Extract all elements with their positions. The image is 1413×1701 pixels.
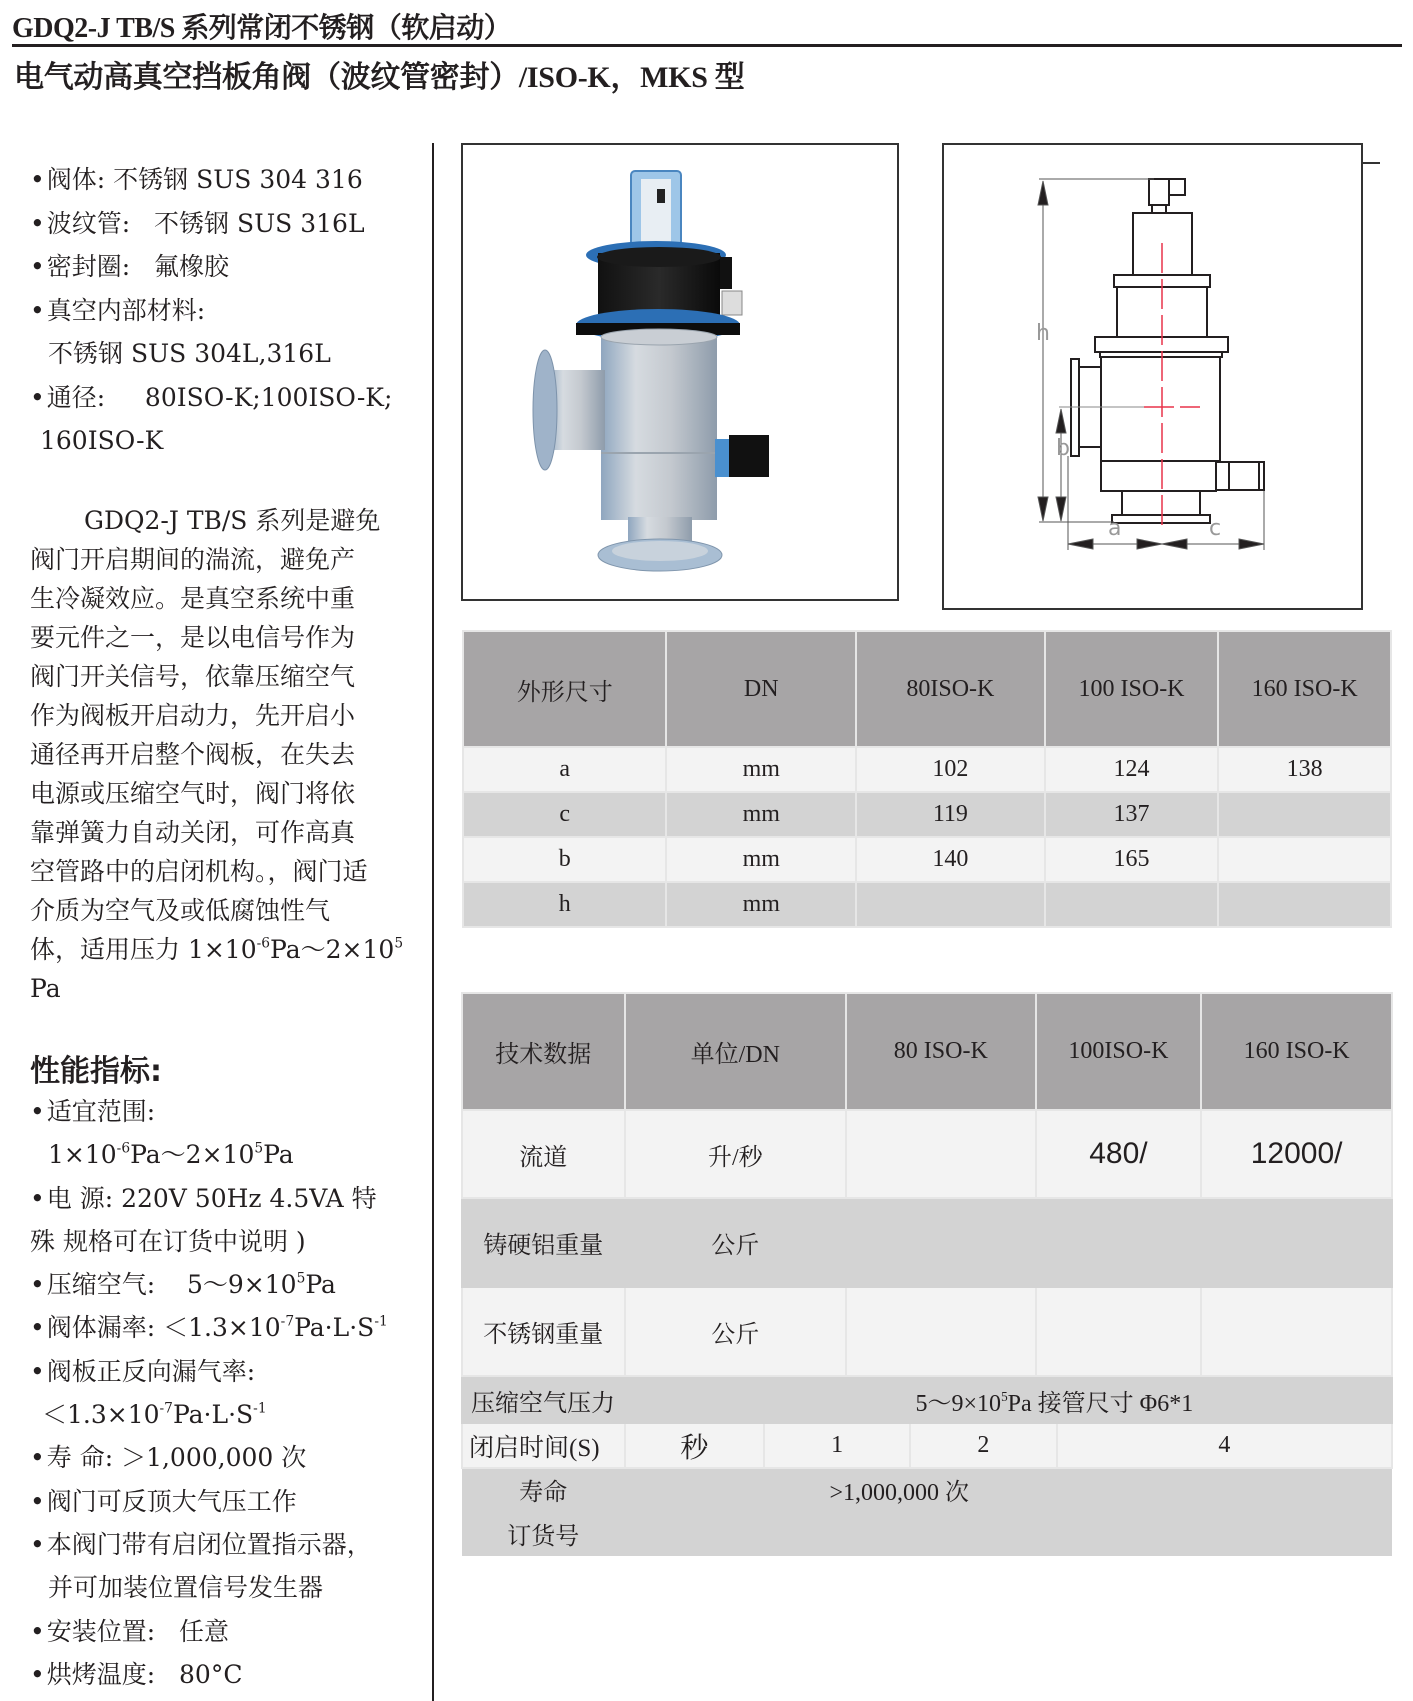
order-row: [462, 1510, 1392, 1556]
tech-data-table-lower: [461, 1377, 1393, 1556]
cell: 公斤: [625, 1287, 846, 1376]
performance-title: 性能指标:: [30, 1054, 162, 1089]
table-row: [463, 747, 1391, 792]
tech-header-100: 100ISO-K: [1036, 993, 1202, 1110]
perf-power-cont: 殊 规格可在订货中说明 ): [30, 1226, 306, 1256]
drawing-edge-mark: [1363, 162, 1380, 164]
material-item-internal-value: 不锈钢 SUS 304L,316L: [48, 339, 331, 368]
cell: mm: [666, 882, 856, 927]
material-item-bellows: • 波纹管: 不锈钢 SUS 316L: [30, 202, 410, 246]
ss-weight-row: [462, 1287, 1392, 1376]
desc-line: 靠弹簧力自动关闭，可作高真: [30, 818, 356, 847]
dim-label-a: a: [1108, 516, 1122, 541]
cell: h: [463, 882, 666, 927]
perf-life: • 寿 命: ＞1,000,000 次: [30, 1436, 410, 1479]
perf-plate-leak-value: $<1.3\times 10^{-7}Pa\cdot L\cdot S^{-1}$: [42, 1400, 267, 1430]
tech-data-table: [461, 992, 1393, 1377]
cell: [1218, 837, 1391, 882]
dim-header-160: 160 ISO-K: [1218, 631, 1391, 747]
dim-header-dn: DN: [666, 631, 856, 747]
cell: 升/秒: [625, 1110, 846, 1198]
dim-label-h: h: [1036, 321, 1050, 346]
tech-header-row: [462, 993, 1392, 1110]
cell: 公斤: [625, 1198, 846, 1287]
cell: 订货号: [462, 1510, 625, 1556]
cell: >1,000,000 次: [625, 1468, 1392, 1510]
cell: b: [463, 837, 666, 882]
perf-install: • 安装位置: 任意: [30, 1610, 410, 1653]
material-item-internal: • 真空内部材料:: [30, 289, 410, 333]
perf-plate-leak-label: • 阀板正反向漏气率:: [30, 1350, 410, 1393]
perf-indicator: • 本阀门带有启闭位置指示器，: [30, 1523, 410, 1566]
column-divider: [432, 143, 434, 1701]
cell: 压缩空气压力: [462, 1378, 625, 1423]
cell: 165: [1045, 837, 1219, 882]
perf-body-leak: • 阀体漏率: $<1.3\times 10^{-7}Pa\cdot L\cdot S^{-1}$: [30, 1306, 410, 1349]
cell: 12000/: [1201, 1110, 1392, 1198]
perf-power: • 电 源: 220V 50Hz 4.5VA 特: [30, 1177, 410, 1220]
desc-line: 电源或压缩空气时，阀门将依: [30, 779, 356, 808]
perf-air: • 压缩空气: $5\sim 9\times 10^5Pa$: [30, 1263, 410, 1306]
cell: 124: [1045, 747, 1219, 792]
cell: 流道: [462, 1110, 625, 1198]
cell: mm: [666, 792, 856, 837]
table-row: [463, 792, 1391, 837]
cell: a: [463, 747, 666, 792]
materials-list: [30, 158, 410, 463]
table-row: [463, 837, 1391, 882]
cell: 不锈钢重量: [462, 1287, 625, 1376]
cell: [846, 1198, 1392, 1287]
cell: 秒: [625, 1423, 765, 1468]
air-pressure-row: [462, 1378, 1392, 1423]
material-item-bore: • 通径: 80ISO-K;100ISO-K;: [30, 376, 410, 420]
flow-row: [462, 1110, 1392, 1198]
page-subtitle: 电气动高真空挡板角阀（波纹管密封）/ISO-K，MKS 型: [14, 61, 745, 94]
page-title: GDQ2-J TB/S 系列常闭不锈钢（软启动）: [12, 13, 512, 44]
cell: [846, 1110, 1036, 1198]
cell: 119: [856, 792, 1045, 837]
life-row: [462, 1468, 1392, 1510]
valve-photo-icon: [463, 145, 897, 599]
title-divider: [12, 44, 1402, 47]
dim-header-100: 100 ISO-K: [1045, 631, 1219, 747]
desc-line: 空管路中的启闭机构。，阀门适: [30, 857, 368, 886]
cell: c: [463, 792, 666, 837]
dim-label-b: b: [1056, 436, 1070, 461]
product-photo: [461, 143, 899, 601]
material-item-bore-cont: 160ISO-K: [40, 426, 164, 455]
desc-line: 要元件之一，是以电信号作为: [30, 623, 356, 652]
desc-line: GDQ2-J TB/S 系列是避免: [84, 506, 381, 535]
open-time-row: [462, 1423, 1392, 1468]
tech-header-unit: 单位/DN: [625, 993, 846, 1110]
performance-list: [30, 1090, 410, 1696]
cell: [1218, 792, 1391, 837]
cell: 138: [1218, 747, 1391, 792]
cell: mm: [666, 837, 856, 882]
material-item-seal: • 密封圈: 氟橡胶: [30, 245, 410, 289]
tech-header-80: 80 ISO-K: [846, 993, 1036, 1110]
tech-header-label: 技术数据: [462, 993, 625, 1110]
cell: 480/: [1036, 1110, 1202, 1198]
perf-bake: • 烘烤温度: 80°C: [30, 1653, 410, 1696]
cell: $5\sim 9\times 10^5Pa$ 接管尺寸 Φ6*1: [625, 1378, 1392, 1423]
cell: [856, 882, 1045, 927]
cell: 2: [910, 1423, 1057, 1468]
desc-line: 通径再开启整个阀板，在失去: [30, 740, 356, 769]
cell: [846, 1287, 1036, 1376]
perf-indicator-cont: 并可加装位置信号发生器: [48, 1573, 324, 1603]
desc-line: 生冷凝效应。是真空系统中重: [30, 584, 356, 613]
valve-drawing-icon: [944, 145, 1361, 608]
perf-range-value: $1\times 10^{-6}Pa\sim 2\times 10^5Pa$: [48, 1140, 294, 1170]
cell: 140: [856, 837, 1045, 882]
dimensions-table: [462, 630, 1392, 928]
dim-header-80: 80ISO-K: [856, 631, 1045, 747]
cell: 铸硬铝重量: [462, 1198, 625, 1287]
cell: 102: [856, 747, 1045, 792]
desc-line: 介质为空气及或低腐蚀性气: [30, 896, 331, 925]
desc-pressure-unit: Pa: [30, 974, 61, 1003]
cell: 137: [1045, 792, 1219, 837]
dim-label-c: c: [1209, 516, 1222, 541]
desc-line: 作为阀板开启动力，先开启小: [30, 701, 356, 730]
cell: [1218, 882, 1391, 927]
desc-line: 阀门开启期间的湍流，避免产: [30, 545, 356, 574]
desc-line: 阀门开关信号，依靠压缩空气: [30, 662, 356, 691]
al-weight-row: [462, 1198, 1392, 1287]
cell: [1045, 882, 1219, 927]
perf-range-label: • 适宜范围:: [30, 1090, 410, 1133]
perf-reverse: • 阀门可反顶大气压工作: [30, 1480, 410, 1523]
cell: [1036, 1287, 1202, 1376]
table-row: [463, 882, 1391, 927]
description-paragraph: [30, 501, 402, 1008]
cell: [1201, 1287, 1392, 1376]
dim-header-label: 外形尺寸: [463, 631, 666, 747]
cell: 4: [1057, 1423, 1392, 1468]
cell: mm: [666, 747, 856, 792]
cell: 1: [764, 1423, 910, 1468]
cell: 寿命: [462, 1468, 625, 1510]
cell: 闭启时间(S): [462, 1423, 625, 1468]
cell: [625, 1510, 1392, 1556]
dimensions-header-row: [463, 631, 1391, 747]
technical-drawing: [942, 143, 1363, 610]
material-item-body: • 阀体: 不锈钢 SUS 304 316: [30, 158, 410, 202]
tech-header-160: 160 ISO-K: [1201, 993, 1392, 1110]
desc-pressure-line: 体，适用压力 $1\times 10^{-6}Pa\sim 2\times 10^5$: [30, 935, 404, 964]
